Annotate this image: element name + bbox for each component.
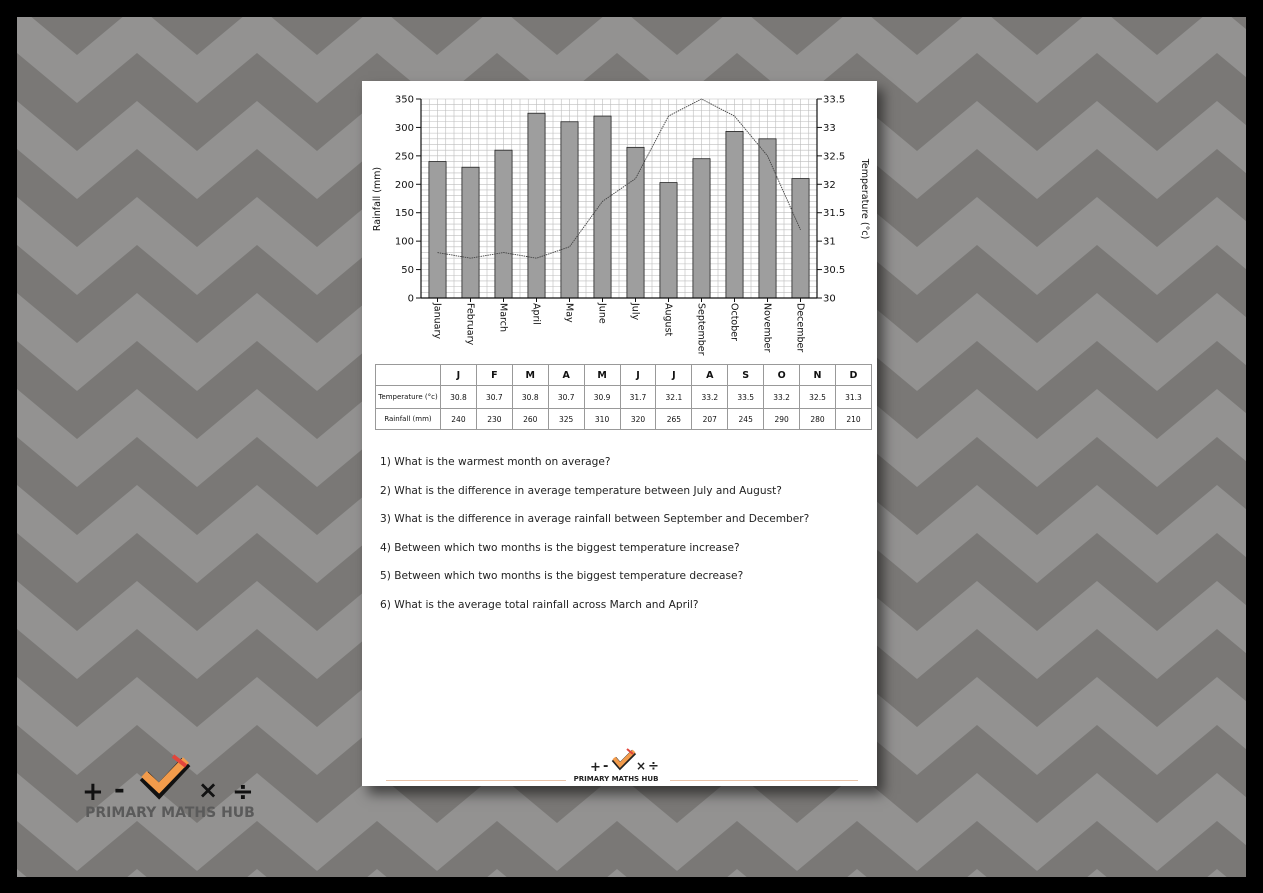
row-label-rainfall: Rainfall (mm) <box>376 409 441 430</box>
rainfall-bar <box>792 179 809 298</box>
left-tick-label: 300 <box>394 122 414 134</box>
table-cell: 230 <box>476 409 512 430</box>
month-header: S <box>728 365 764 386</box>
month-header: F <box>476 365 512 386</box>
month-label: August <box>662 303 674 337</box>
row-label-temperature: Temperature (°c) <box>376 386 441 409</box>
rainfall-axis-label: Rainfall (mm) <box>372 166 383 232</box>
corner-logo <box>70 750 270 830</box>
table-cell: 290 <box>764 409 800 430</box>
question-2: 2) What is the difference in average temperature between July and August? <box>380 484 782 497</box>
table-cell: 33.2 <box>764 386 800 409</box>
left-axis-ticks <box>395 95 421 305</box>
logo-mark-icon <box>70 750 270 806</box>
rainfall-bar <box>429 162 446 298</box>
chart-grid <box>421 99 817 298</box>
month-label: October <box>728 303 740 342</box>
question-1: 1) What is the warmest month on average? <box>380 456 611 468</box>
month-header: D <box>835 365 871 386</box>
table-cell: 240 <box>441 409 477 430</box>
month-label: June <box>596 303 608 324</box>
right-tick-label: 30.5 <box>823 265 846 277</box>
table-cell: 31.3 <box>835 386 871 409</box>
rainfall-bar <box>561 122 578 298</box>
minus-icon: - <box>603 759 609 774</box>
month-label: May <box>563 303 575 323</box>
table-cell: 30.7 <box>548 386 584 409</box>
rainfall-bar <box>594 116 611 298</box>
question-list <box>380 456 870 628</box>
left-tick-label: 350 <box>394 94 414 106</box>
footer-brand-name: PRIMARY MATHS HUB <box>573 775 659 783</box>
rainfall-bar <box>495 150 512 298</box>
right-tick-label: 31.5 <box>823 208 846 220</box>
temperature-axis-label: Temperature (°c) <box>859 158 870 240</box>
checkmark-icon <box>614 749 634 766</box>
multiply-icon: × <box>198 776 219 804</box>
table-cell: 320 <box>620 409 656 430</box>
month-header: A <box>548 365 584 386</box>
right-axis-ticks <box>817 95 845 305</box>
table-cell: 30.8 <box>512 386 548 409</box>
table-cell: 325 <box>548 409 584 430</box>
table-row-rainfall <box>376 409 872 430</box>
table-corner-cell <box>376 365 441 386</box>
left-tick-label: 150 <box>394 208 414 220</box>
table-cell: 245 <box>728 409 764 430</box>
rainfall-bar <box>528 113 545 298</box>
table-cell: 32.5 <box>800 386 836 409</box>
month-header: O <box>764 365 800 386</box>
right-tick-label: 32.5 <box>823 151 846 163</box>
rainfall-bar <box>660 183 677 298</box>
right-tick-label: 30 <box>823 293 836 305</box>
table-cell: 30.9 <box>584 386 620 409</box>
rainfall-bar <box>693 159 710 298</box>
right-tick-label: 31 <box>823 236 836 248</box>
month-label: February <box>464 303 476 346</box>
rainfall-bar <box>462 167 479 298</box>
table-cell: 30.8 <box>441 386 477 409</box>
table-cell: 210 <box>835 409 871 430</box>
table-cell: 31.7 <box>620 386 656 409</box>
month-header: M <box>584 365 620 386</box>
table-cell: 32.1 <box>656 386 692 409</box>
question-3: 3) What is the difference in average rainfall between September and December? <box>380 513 810 526</box>
divide-icon: ÷ <box>232 777 254 806</box>
month-header: N <box>800 365 836 386</box>
right-tick-label: 33.5 <box>823 94 846 106</box>
multiply-icon: × <box>636 759 647 773</box>
table-cell: 33.2 <box>692 386 728 409</box>
month-label: July <box>629 303 641 321</box>
logo-mark-icon <box>561 745 671 775</box>
table-cell: 33.5 <box>728 386 764 409</box>
question-6: 6) What is the average total rainfall across March and April? <box>380 598 699 611</box>
checkmark-icon <box>144 756 186 791</box>
table-cell: 310 <box>584 409 620 430</box>
divide-icon: ÷ <box>648 759 659 774</box>
footer-divider-right <box>670 780 858 781</box>
climate-data-table <box>375 364 872 430</box>
left-tick-label: 100 <box>394 236 414 248</box>
month-label: November <box>761 303 773 353</box>
right-tick-label: 33 <box>823 122 836 134</box>
month-label: September <box>695 303 707 356</box>
table-cell: 260 <box>512 409 548 430</box>
minus-icon: - <box>114 775 125 805</box>
rainfall-bar <box>759 139 776 298</box>
right-tick-label: 32 <box>823 179 836 191</box>
table-cell: 207 <box>692 409 728 430</box>
left-tick-label: 0 <box>407 293 414 305</box>
rainfall-bar <box>627 147 644 298</box>
table-header-row <box>376 365 872 386</box>
table-cell: 30.7 <box>476 386 512 409</box>
month-header: J <box>656 365 692 386</box>
table-cell: 280 <box>800 409 836 430</box>
month-label: April <box>530 303 542 325</box>
month-header: J <box>620 365 656 386</box>
month-labels <box>432 298 806 356</box>
plus-icon: + <box>590 760 601 775</box>
left-tick-label: 250 <box>394 151 414 163</box>
left-tick-label: 200 <box>394 179 414 191</box>
month-header: M <box>512 365 548 386</box>
month-label: December <box>794 303 806 353</box>
month-header: J <box>441 365 477 386</box>
month-label: March <box>497 303 509 332</box>
table-cell: 265 <box>656 409 692 430</box>
rainfall-bar <box>726 131 743 298</box>
table-row-temperature <box>376 386 872 409</box>
worksheet <box>362 81 877 786</box>
rainfall-temperature-chart <box>362 81 877 364</box>
footer-divider-left <box>386 780 566 781</box>
month-label: January <box>431 303 443 340</box>
corner-brand-name: PRIMARY MATHS HUB <box>85 805 255 821</box>
month-header: A <box>692 365 728 386</box>
question-5: 5) Between which two months is the biggest temperature decrease? <box>380 570 744 583</box>
question-4: 4) Between which two months is the biggest temperature increase? <box>380 541 740 554</box>
left-tick-label: 50 <box>401 265 414 277</box>
plus-icon: + <box>82 777 104 806</box>
footer-logo <box>561 745 671 787</box>
